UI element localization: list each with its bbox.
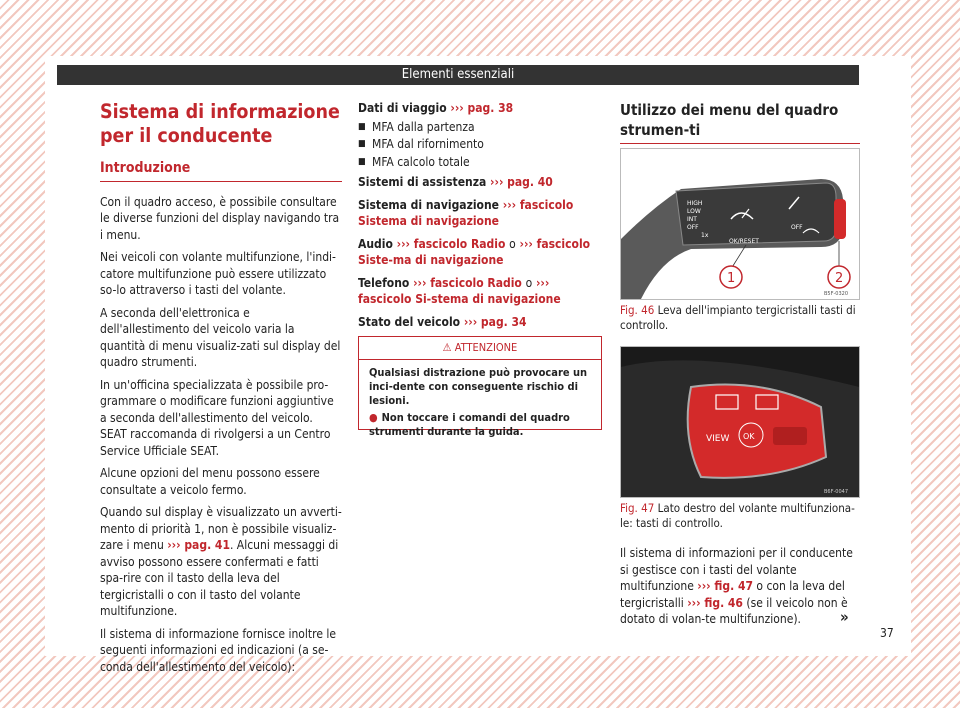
right-body-text bbox=[620, 545, 860, 634]
figure-code: B5F-0320 bbox=[824, 291, 849, 297]
paragraph: Il sistema di informazione fornisce inoltre le seguenti informazioni ed indicazioni (a se-conda dell'allestimento del veicolo): bbox=[100, 626, 337, 674]
figure-47-steering-wheel bbox=[620, 346, 860, 498]
bullet-list bbox=[358, 119, 600, 171]
page-number: 37 bbox=[880, 626, 894, 640]
thumbwheel-icon bbox=[773, 427, 807, 445]
page-link[interactable]: ››› fascicolo Radio bbox=[413, 275, 522, 290]
bullet-icon: ● bbox=[369, 411, 378, 424]
subtitle-rule bbox=[100, 181, 342, 182]
paragraph-text: Quando sul display è visualizzato un avverti-mento di priorità 1, non è possibile visualiz-zare i menu bbox=[100, 505, 342, 552]
info-label: Stato del veicolo bbox=[358, 314, 461, 329]
page-link[interactable]: ››› fascicolo Radio bbox=[396, 236, 506, 251]
page-link[interactable]: ››› fascicolo Siste-ma di navigazione bbox=[358, 236, 591, 267]
warning-text: Qualsiasi distrazione può provocare un inci-dente con conseguente rischio di lesioni. bbox=[369, 366, 588, 407]
page-link[interactable]: ››› pag. 41 bbox=[167, 538, 230, 552]
paragraph: Nei veicoli con volante multifunzione, l'indi-catore multifunzione può essere utilizzato so-lo attraverso i tasti del volante. bbox=[100, 250, 336, 297]
conjunction: o bbox=[509, 236, 516, 251]
figure-link[interactable]: ››› fig. 47 bbox=[697, 579, 753, 593]
lever-label: HIGH bbox=[687, 200, 703, 207]
section-subtitle: Introduzione bbox=[100, 160, 191, 176]
conjunction: o bbox=[525, 275, 533, 290]
left-column bbox=[100, 100, 342, 681]
info-item-nav bbox=[358, 197, 600, 230]
paragraph: Con il quadro acceso, è possibile consultare le diverse funzioni del display navigando tra i menu. bbox=[100, 194, 340, 242]
info-item-telefono bbox=[358, 275, 600, 308]
warning-header bbox=[359, 337, 601, 360]
figure-46-caption bbox=[620, 303, 858, 332]
right-section-title: Utilizzo dei menu del quadro strumen-ti bbox=[620, 101, 839, 139]
figure-number: Fig. 46 bbox=[620, 303, 655, 317]
paragraph-text: . Alcuni messaggi di avviso possono essere confermati e fatti spa-rire con il tasto della leva del tergicristalli o con il tasto del volante multifunzione. bbox=[100, 538, 339, 618]
info-label: Telefono bbox=[358, 275, 410, 290]
ok-reset-label: OK/RESET bbox=[729, 238, 759, 245]
figure-code: B6F-0047 bbox=[824, 489, 849, 495]
ok-button-label: OK bbox=[743, 432, 755, 441]
callout-number: 1 bbox=[727, 271, 736, 286]
warning-body bbox=[359, 360, 601, 448]
paragraph-text: Il sistema di informazioni per il conducente si gestisce con i tasti del volante multifunzione bbox=[620, 546, 853, 593]
page-title: Sistema di informazione per il conducente bbox=[100, 100, 340, 147]
info-item-audio bbox=[358, 236, 600, 269]
info-label: Sistema di navigazione bbox=[358, 197, 499, 212]
info-item-stato bbox=[358, 314, 600, 331]
info-label: Dati di viaggio bbox=[358, 101, 447, 115]
paragraph: A seconda dell'elettronica e dell'allestimento del veicolo varia la quantità di menu visualiz-zati sul display del quadro strumenti. bbox=[100, 305, 341, 369]
warning-title: ATTENZIONE bbox=[454, 341, 518, 354]
page-link[interactable]: ››› pag. 40 bbox=[490, 175, 553, 189]
paragraph-text: (se il veicolo non è dotato di volan-te multifunzione). bbox=[620, 595, 848, 626]
paragraph-text: o con la leva del tergicristalli bbox=[620, 579, 845, 610]
info-item-dati bbox=[358, 100, 600, 117]
list-item: ■ MFA dalla partenza bbox=[358, 119, 600, 136]
paragraph bbox=[620, 545, 860, 628]
lever-label: INT bbox=[687, 216, 697, 223]
warning-triangle-icon: ⚠ bbox=[442, 341, 452, 354]
paragraph: Alcune opzioni del menu possono essere consultate a veicolo fermo. bbox=[100, 466, 320, 497]
middle-column bbox=[358, 100, 600, 336]
paragraph: In un'officina specializzata è possibile pro-grammare o modificare funzioni aggiuntive a seconda dell'allestimento del veicolo. SEAT raccomanda di rivolgersi a un Centro Service Ufficiale SEAT. bbox=[100, 377, 334, 458]
warning-bullet-text: Non toccare i comandi del quadro strumenti durante la guida. bbox=[369, 411, 570, 438]
title-rule bbox=[620, 143, 860, 144]
page-link[interactable]: ››› fascicolo Sistema di navigazione bbox=[358, 197, 574, 228]
lever-tip-button-icon bbox=[834, 199, 846, 239]
warning-box bbox=[358, 336, 602, 438]
figure-46-wiper-lever bbox=[620, 148, 860, 300]
view-button-label: VIEW bbox=[706, 434, 730, 444]
steering-wheel-illustration bbox=[621, 347, 859, 497]
info-label: Sistemi di assistenza bbox=[358, 175, 487, 189]
callout-number: 2 bbox=[835, 271, 844, 286]
page-link[interactable]: ››› pag. 38 bbox=[450, 101, 514, 115]
lever-label: LOW bbox=[687, 208, 701, 215]
figure-link[interactable]: ››› fig. 46 bbox=[687, 595, 743, 610]
info-item-assist bbox=[358, 174, 600, 191]
page-link[interactable]: ››› pag. 34 bbox=[463, 314, 527, 329]
page-link[interactable]: ››› fascicolo Si-stema di navigazione bbox=[358, 275, 561, 306]
list-item: ■ MFA calcolo totale bbox=[358, 154, 600, 171]
warning-bullet bbox=[369, 411, 591, 439]
info-label: Audio bbox=[358, 236, 393, 251]
lever-off-label: OFF bbox=[791, 224, 803, 231]
caption-text: Lato destro del volante multifunziona-le: tasti di controllo. bbox=[620, 501, 855, 530]
caption-text: Leva dell'impianto tergicristalli tasti di controllo. bbox=[620, 303, 856, 332]
lever-label: 1x bbox=[701, 232, 709, 239]
paragraph bbox=[100, 504, 342, 620]
wiper-lever-illustration bbox=[621, 149, 859, 299]
lever-label: OFF bbox=[687, 224, 699, 231]
figure-number: Fig. 47 bbox=[620, 501, 655, 515]
figure-47-caption bbox=[620, 501, 858, 530]
continue-marker: » bbox=[840, 608, 849, 626]
list-item: ■ MFA dal rifornimento bbox=[358, 136, 600, 153]
section-header: Elementi essenziali bbox=[57, 65, 859, 85]
